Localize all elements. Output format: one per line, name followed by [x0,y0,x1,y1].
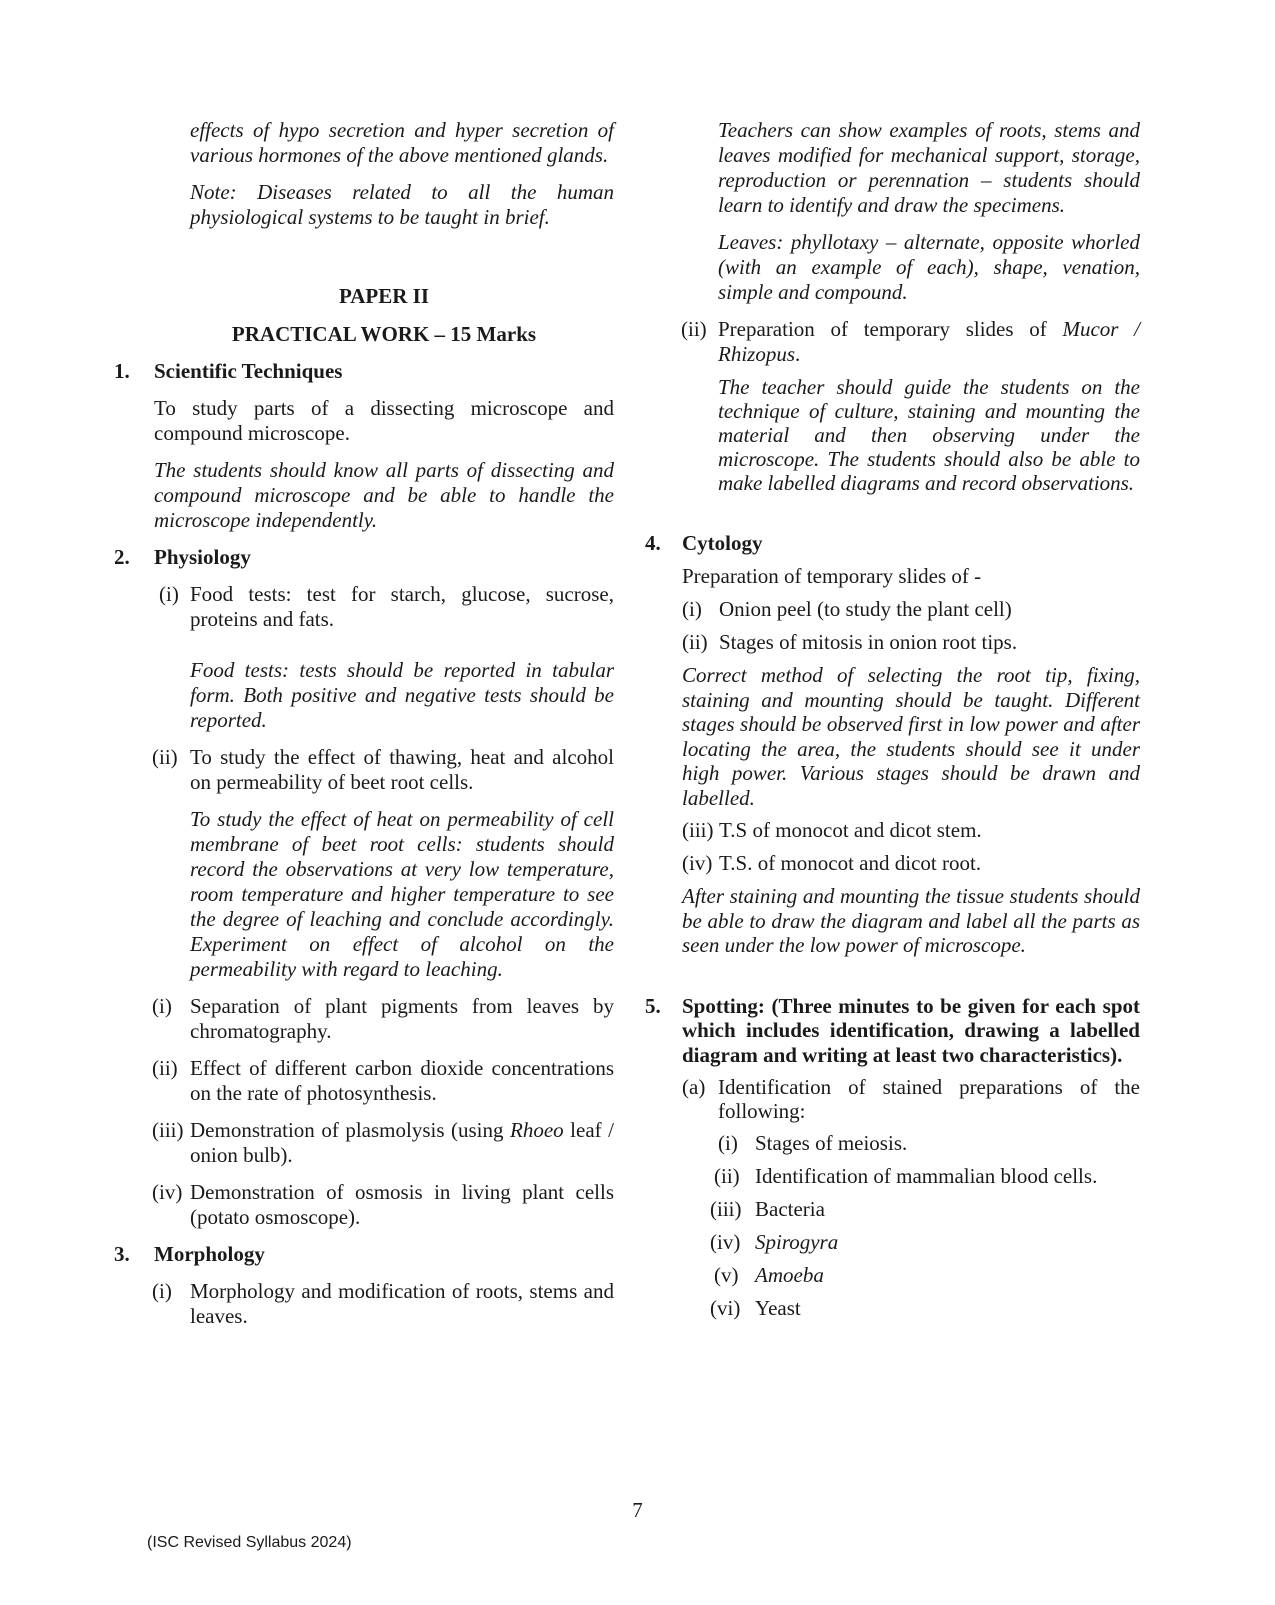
section-heading-5 [645,994,1140,1068]
item-marker: (ii) [714,1164,740,1188]
list-item [114,994,614,1044]
item-marker: (iii) [152,1118,184,1142]
item-text-part: . [795,342,801,366]
section-number: 1. [114,359,130,383]
item-note: Food tests: tests should be reported in tabular form. Both positive and negative tests should be reported. [190,658,614,732]
item-marker: (iii) [710,1197,742,1221]
item-marker: (vi) [710,1296,741,1320]
intro-paragraph: effects of hypo secretion and hyper secretion of various hormones of the above mentioned glands. [190,118,614,167]
item-text: To study the effect of thawing, heat and alcohol on permeability of beet root cells. [190,745,614,794]
item-marker: (iv) [152,1180,183,1204]
item-text-part: leaf / onion bulb). [190,1118,614,1167]
item-text [718,317,1140,367]
section-heading-4 [645,531,1140,556]
list-item [114,745,614,795]
section-1-text: To study parts of a dissecting microscope and compound microscope. [154,396,614,445]
spotting-list [645,1131,1140,1321]
item-text-italic: Mucor / Rhizopus [718,317,1140,366]
list-item [114,582,614,632]
list-item [710,1296,1140,1321]
item-text-part: Preparation of temporary slides of [718,317,1063,341]
item-marker: (iv) [682,851,713,875]
item-text: T.S of monocot and dicot stem. [719,818,982,842]
item-marker: (a) [682,1075,706,1099]
item-marker: (i) [718,1131,738,1155]
list-item [718,1131,1140,1156]
item-text: Morphology and modification of roots, stems and leaves. [190,1279,614,1328]
section-1-note: The students should know all parts of dissecting and compound microscope and be able to handle the microscope independently. [154,458,614,532]
item-text: Amoeba [755,1263,824,1287]
list-item [114,1279,614,1329]
item-marker: (ii) [152,745,178,769]
item-text: T.S. of monocot and dicot root. [719,851,982,875]
item-text: Separation of plant pigments from leaves by chromatography. [190,994,614,1043]
list-item [710,1230,1140,1255]
item-text: Stages of mitosis in onion root tips. [719,630,1018,654]
item-marker: (iv) [710,1230,741,1254]
section-title: Cytology [682,531,763,555]
cytology-intro: Preparation of temporary slides of - [682,564,982,588]
tissue-note: After staining and mounting the tissue students should be able to draw the diagram and label all the parts as seen under the low power of microscope. [682,884,1140,957]
morphology-note: Teachers can show examples of roots, stems and leaves modified for mechanical support, storage, reproduction or perennation – students should learn to identify and draw the specimens. [718,118,1140,217]
list-item [114,1180,614,1230]
section-title: Morphology [154,1242,265,1266]
footer-note: (ISC Revised Syllabus 2024) [147,1534,352,1551]
item-marker: (ii) [152,1056,178,1080]
item-text: Food tests: test for starch, glucose, sucrose, proteins and fats. [190,582,614,631]
list-item [714,1164,1140,1189]
left-column [114,118,614,1341]
item-marker: (iii) [682,818,714,842]
right-column [645,118,1140,1329]
item-marker: (ii) [681,317,707,341]
item-text: Onion peel (to study the plant cell) [719,597,1012,621]
section-number: 3. [114,1242,130,1266]
item-text: Identification of stained preparations of the following: [718,1075,1140,1123]
list-item [682,851,1140,876]
section-heading-1 [114,359,614,384]
item-text: Identification of mammalian blood cells. [755,1164,1098,1188]
section-number: 5. [645,993,661,1018]
item-text: Yeast [755,1296,801,1320]
section-title: Spotting: (Three minutes to be given for each spot which includes identification, drawing a labelled diagram and writing at least two characteristics). [682,993,1140,1067]
list-item [645,317,1140,367]
item-marker: (i) [682,597,702,621]
item-text: Spirogyra [755,1230,839,1254]
item-text: Bacteria [755,1197,825,1221]
section-number: 2. [114,545,130,569]
section-heading-2 [114,545,614,570]
item-note: To study the effect of heat on permeability of cell membrane of beet root cells: students should record the observations at very low temperature, room temperature and higher temperature to see the degree of leaching and conclude accordingly. Experiment on effect of alcohol on the permeability with regard to leaching. [190,807,614,981]
item-text: Effect of different carbon dioxide concentrations on the rate of photosynthesis. [190,1056,614,1105]
list-item [710,1197,1140,1222]
paper-title: PAPER II [338,284,430,308]
item-marker: (i) [152,1279,172,1303]
cytology-note: Correct method of selecting the root tip, fixing, staining and mounting should be taught. Different stages should be observed first in low power and after locating the area, the students should see it under high power. Various stages should be drawn and labelled. [682,663,1140,810]
item-text-part: Demonstration of plasmolysis (using [190,1118,511,1142]
leaves-note: Leaves: phyllotaxy – alternate, opposite whorled (with an example of each), shape, venation, simple and compound. [718,230,1140,304]
practical-title: PRACTICAL WORK – 15 Marks [231,322,537,346]
item-marker: (i) [152,994,172,1018]
section-heading-3 [114,1242,614,1267]
item-text [190,1118,614,1168]
item-marker: (ii) [682,630,708,654]
list-item [114,1118,614,1168]
list-item [645,1075,1140,1123]
intro-block [114,118,614,230]
item-text: Stages of meiosis. [755,1131,908,1155]
intro-note: Note: Diseases related to all the human physiological systems to be taught in brief. [190,180,614,229]
section-number: 4. [645,531,661,555]
item-note: The teacher should guide the students on the technique of culture, staining and mounting the material and then observing under the microscope. The students should also be able to make labelled diagrams and record observations. [718,375,1140,495]
item-marker: (i) [159,582,179,606]
item-marker: (v) [714,1263,739,1287]
list-item [682,597,1140,622]
item-text: Demonstration of osmosis in living plant cells (potato osmoscope). [190,1180,614,1229]
item-text-italic: Rhoeo [510,1118,564,1142]
section-title: Scientific Techniques [154,359,343,383]
list-item [682,630,1140,655]
list-item [682,818,1140,843]
list-item [114,1056,614,1106]
page-number: 7 [632,1498,643,1522]
list-item [714,1263,1140,1288]
section-title: Physiology [154,545,251,569]
